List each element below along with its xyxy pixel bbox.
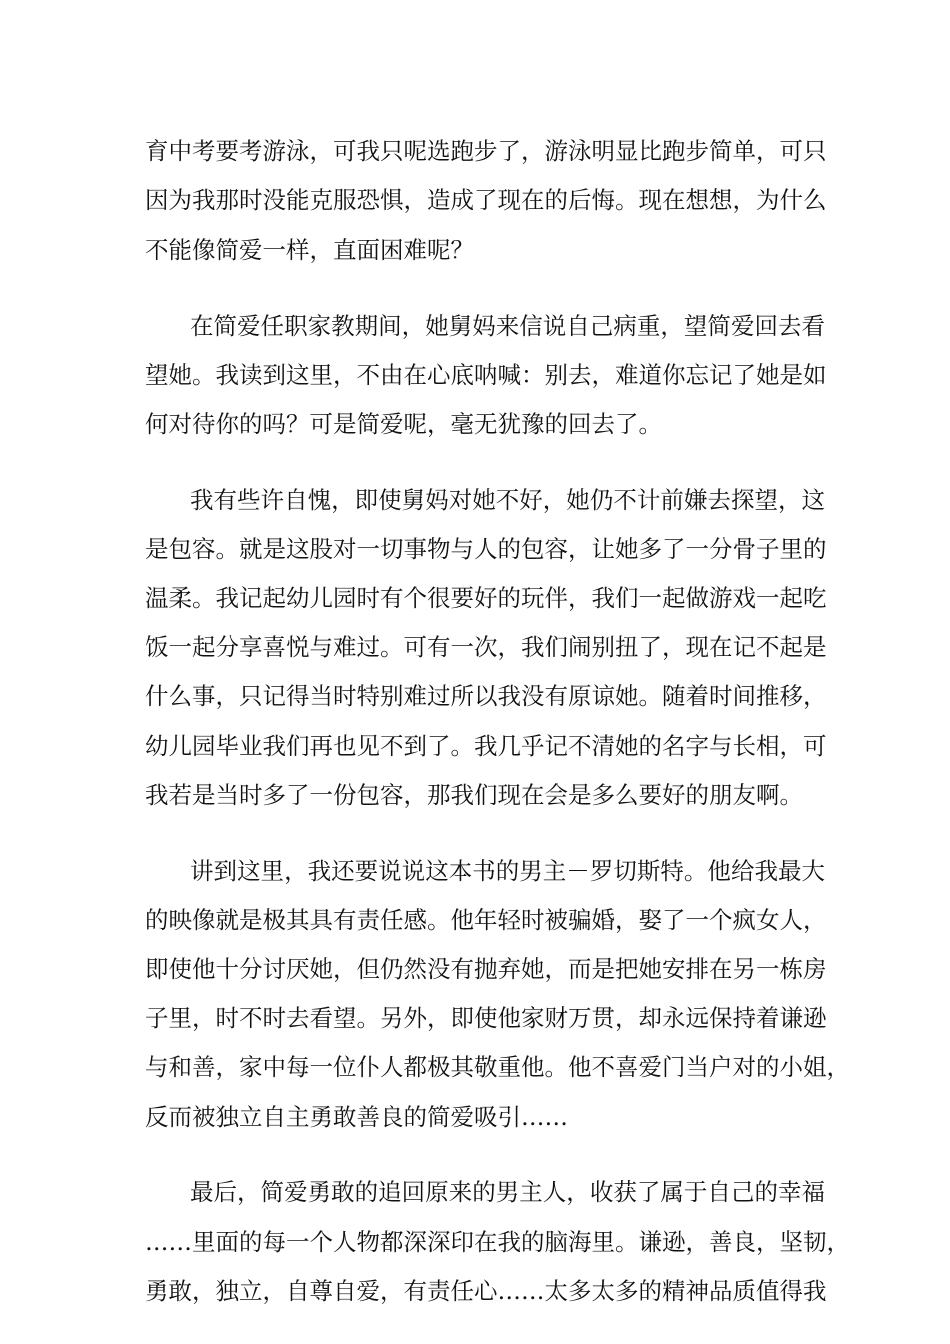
text-line-13: 我若是当时多了一份包容，那我们现在会是多么要好的朋友啊。: [145, 781, 803, 809]
text-line-10: 饭一起分享喜悦与难过。可有一次，我们闹别扭了，现在记不起是: [145, 633, 827, 661]
text-line-11: 什么事，只记得当时特别难过所以我没有原谅她。随着时间推移，: [145, 682, 827, 710]
text-line-2: 因为我那时没能克服恐惧，造成了现在的后悔。现在想想，为什么: [145, 186, 827, 214]
text-line-22: 勇敢，独立，自尊自爱，有责任心……太多太多的精神品质值得我: [145, 1277, 827, 1305]
text-line-12: 幼儿园毕业我们再也见不到了。我几乎记不清她的名字与长相，可: [145, 732, 827, 760]
text-line-6: 何对待你的吗？可是简爱呢，毫无犹豫的回去了。: [145, 410, 662, 438]
text-line-3: 不能像简爱一样，直面困难呢？: [145, 236, 474, 264]
text-line-16: 即使他十分讨厌她，但仍然没有抛弃她，而是把她安排在另一栋房: [145, 955, 827, 983]
text-line-1: 育中考要考游泳，可我只呢选跑步了，游泳明显比跑步简单，可只: [145, 137, 827, 165]
text-line-15: 的映像就是极其具有责任感。他年轻时被骗婚，娶了一个疯女人，: [145, 906, 827, 934]
text-line-14: 讲到这里，我还要说说这本书的男主－罗切斯特。他给我最大: [190, 857, 825, 885]
text-line-9: 温柔。我记起幼儿园时有个很要好的玩伴，我们一起做游戏一起吃: [145, 584, 827, 612]
text-line-18: 与和善，家中每一位仆人都极其敬重他。他不喜爱门当户对的小姐，: [145, 1053, 850, 1081]
text-line-7: 我有些许自愧，即使舅妈对她不好，她仍不计前嫌去探望，这: [190, 486, 825, 514]
text-line-19: 反而被独立自主勇敢善良的简爱吸引……: [145, 1103, 568, 1131]
text-line-21: ……里面的每一个人物都深深印在我的脑海里。谦逊，善良，坚韧，: [145, 1228, 850, 1256]
text-line-4: 在简爱任职家教期间，她舅妈来信说自己病重，望简爱回去看: [190, 312, 825, 340]
text-line-20: 最后，简爱勇敢的追回原来的男主人，收获了属于自己的幸福: [190, 1178, 825, 1206]
text-line-5: 望她。我读到这里，不由在心底呐喊：别去，难道你忘记了她是如: [145, 361, 827, 389]
text-line-8: 是包容。就是这股对一切事物与人的包容，让她多了一分骨子里的: [145, 535, 827, 563]
text-line-17: 子里，时不时去看望。另外，即使他家财万贯，却永远保持着谦逊: [145, 1004, 827, 1032]
